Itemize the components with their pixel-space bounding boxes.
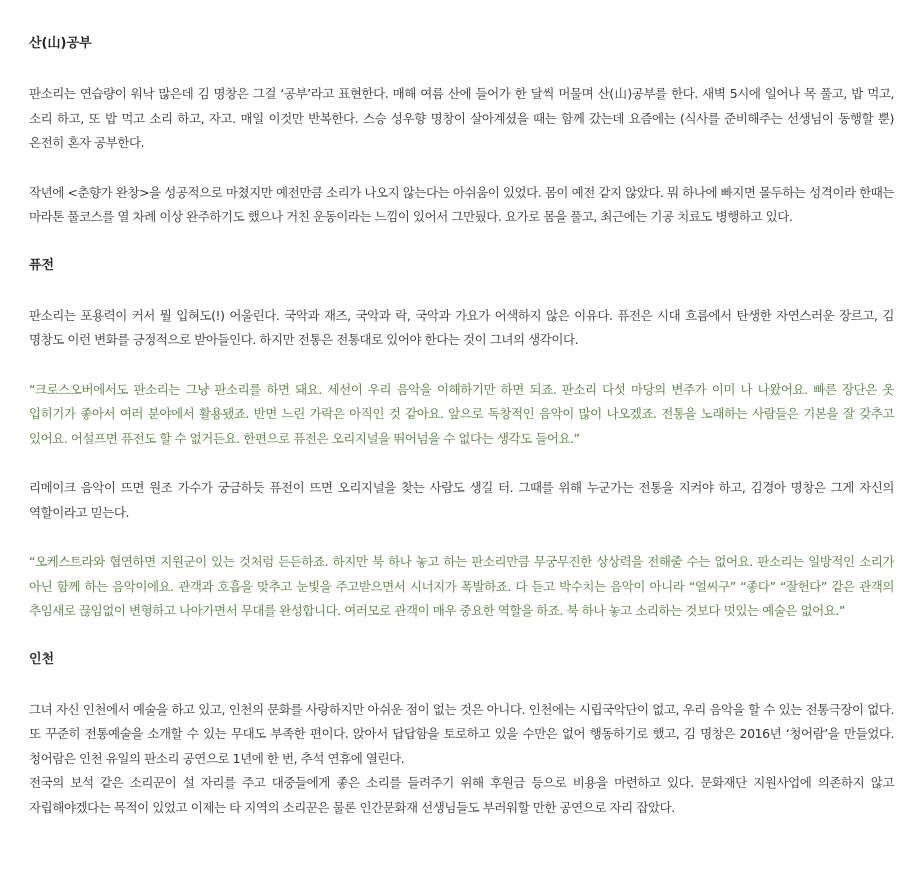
paragraph: 전국의 보석 같은 소리꾼이 설 자리를 주고 대중들에게 좋은 소리를 들려주기 위해 후원금 등으로 비용을 마련하고 있다. 문화재단 지원사업에 의존하지 않고 자립해야겠다는 목적이 있었고 이제는 타 지역의 소리꾼은 물론 인간문화재 선생님들도 부러워할 만한 공연으로 자리 잡았다. bbox=[29, 775, 894, 815]
section-heading-fusion: 퓨전 bbox=[29, 257, 55, 273]
paragraph: 판소리는 포용력이 커서 뭘 입혀도(!) 어울린다. 국악과 재즈, 국악과 락, 국악과 가요가 어색하지 않은 이유다. 퓨전은 시대 흐름에서 탄생한 자연스러운 장르고, 김 명창도 이런 변화를 긍정적으로 받아들인다. 하지만 전통은 전통대로 있어야 한다는 것이 그녀의 생각이다. bbox=[29, 307, 894, 347]
section-heading-mountain-study: 산(山)공부 bbox=[29, 36, 92, 51]
paragraph: 그녀 자신 인천에서 예술을 하고 있고, 인천의 문화를 사랑하지만 아쉬운 점이 없는 것은 아니다. 인천에는 시립국악단이 없고, 우리 음악을 할 수 있는 전통극장이 없다. 또 꾸준히 전통예술을 소개할 수 있는 무대도 부족한 편이다. 앉아서 답답함을 토로하고 있을 수만은 없어 행동하기로 했고, 김 명창은 2016년 ‘청어람’을 만들었다. 청어람은 인천 유일의 판소리 공연으로 1년에 한 번, 추석 연휴에 열린다. bbox=[29, 701, 894, 766]
quote-paragraph: “오케스트라와 협연하면 지원군이 있는 것처럼 든든하죠. 하지만 북 하나 놓고 하는 판소리만큼 무궁무진한 상상력을 전해줄 수는 없어요. 판소리는 일방적인 소리가 아닌 함께 하는 음악이에요. 관객과 호흡을 맞추고 눈빛을 주고받으면서 시너지가 폭발하죠. 다 듣고 박수치는 음악이 아니라 “얼씨구” “좋다” “잘헌다” 같은 관객의 추임새로 끊임없이 변형하고 나아가면서 무대를 완성합니다. 여러모로 관객이 매우 중요한 역할을 하죠. 북 하나 놓고 소리하는 것보다 멋있는 예술은 없어요.” bbox=[29, 554, 894, 618]
quote-paragraph: “크로스오버에서도 판소리는 그냥 판소리를 하면 돼요. 세선이 우리 음악을 이해하기만 하면 되죠. 판소리 다섯 마당의 변주가 이미 나 나왔어요. 빠른 장단은 옷 입히기가 좋아서 여러 분야에서 활용됐죠. 반면 느린 가락은 아직인 것 같아요. 앞으로 독창적인 음악이 많이 나오겠죠. 전통을 노래하는 사람들은 기본을 잘 갖추고 있어요. 어설프면 퓨전도 할 수 없거든요. 한편으로 퓨전은 오리지널을 뛰어넘을 수 없다는 생각도 들어요.” bbox=[29, 381, 894, 446]
paragraph: 판소리는 연습량이 워낙 많은데 김 명창은 그걸 ‘공부’라고 표현한다. 매해 여름 산에 들어가 한 달씩 머물며 산(山)공부를 한다. 새벽 5시에 일어나 목 풀고, 밥 먹고, 소리 하고, 또 밥 먹고 소리 하고, 자고. 매일 이것만 반복한다. 스승 성우향 명창이 살아계셨을 때는 함께 갔는데 요즘에는 (식사를 준비해주는 선생님이 동행할 뿐) 온전히 혼자 공부한다. bbox=[29, 86, 894, 150]
section-heading-incheon: 인천 bbox=[29, 651, 55, 667]
paragraph: 작년에 <춘향가 완창>을 성공적으로 마쳤지만 예전만큼 소리가 나오지 않는다는 아쉬움이 있었다. 몸이 예전 같지 않았다. 뭐 하나에 빠지면 몰두하는 성격이라 한때는 마라톤 풀코스를 열 차례 이상 완주하기도 했으나 거친 운동이라는 느낌이 있어서 그만뒀다. 요가로 몸을 풀고, 최근에는 기공 치료도 병행하고 있다. bbox=[29, 184, 894, 224]
paragraph: 리메이크 음악이 뜨면 원조 가수가 궁금하듯 퓨전이 뜨면 오리지널을 찾는 사람도 생길 터. 그때를 위해 누군가는 전통을 지켜야 하고, 김경아 명창은 그게 자신의 역할이라고 믿는다. bbox=[29, 480, 894, 520]
